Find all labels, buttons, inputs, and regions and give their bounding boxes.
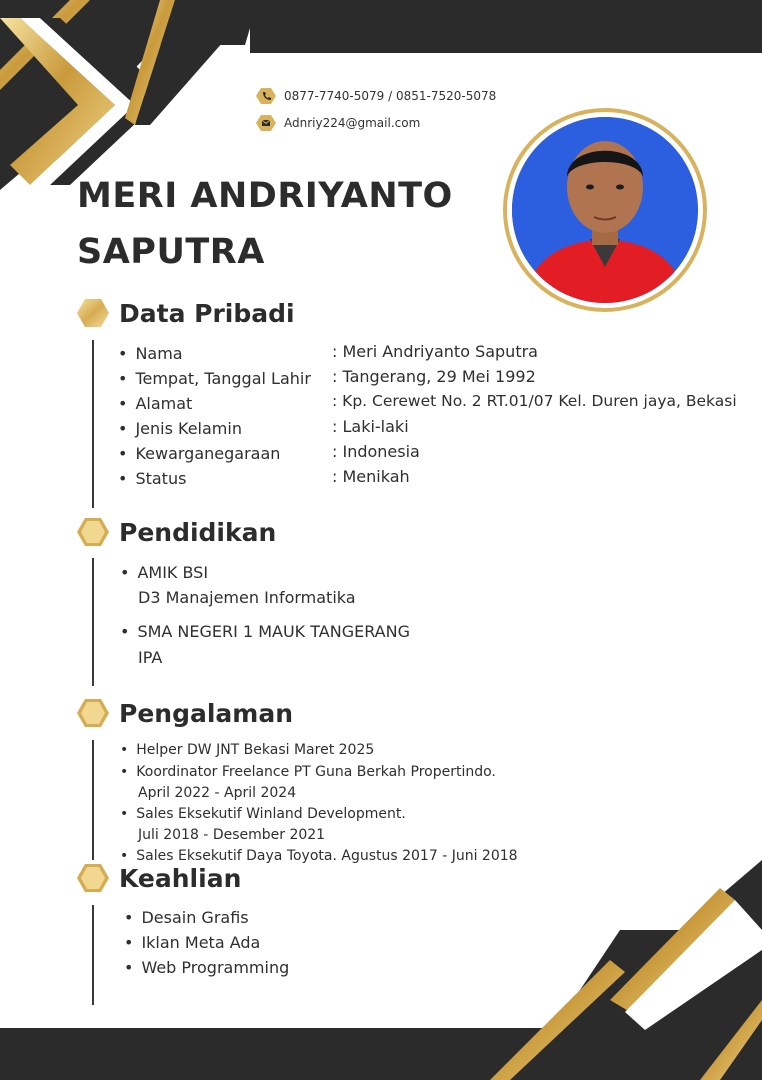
name-line-2: SAPUTRA <box>77 232 265 272</box>
timeline-line <box>92 340 94 508</box>
timeline-line <box>92 905 94 1005</box>
experience-item-4: • Sales Eksekutif Daya Toyota. Agustus 2017 - Juni 2018 <box>120 848 518 864</box>
label-kewarganegaraan: • Kewarganegaraan <box>118 444 280 463</box>
label-ttl: • Tempat, Tanggal Lahir <box>118 369 311 388</box>
education-item-2-line1: • SMA NEGERI 1 MAUK TANGERANG <box>120 622 410 641</box>
phone-text: 0877-7740-5079 / 0851-7520-5078 <box>284 89 497 103</box>
contact-email <box>256 114 420 132</box>
hexagon-icon <box>77 863 109 893</box>
section-title-keahlian: Keahlian <box>119 863 242 893</box>
skill-item-3: • Web Programming <box>124 958 289 977</box>
timeline-line <box>92 740 94 860</box>
value-status: : Menikah <box>332 467 410 486</box>
timeline-line <box>92 558 94 686</box>
education-item-2-line2: IPA <box>138 648 163 667</box>
education-item-1-line1: • AMIK BSI <box>120 563 208 582</box>
skill-item-2: • Iklan Meta Ada <box>124 933 260 952</box>
profile-photo <box>512 117 698 303</box>
name-line-1: MERI ANDRIYANTO <box>77 176 453 216</box>
section-pendidikan <box>77 517 276 547</box>
profile-photo-frame <box>503 108 707 312</box>
experience-item-3-line2: Juli 2018 - Desember 2021 <box>138 827 326 843</box>
label-alamat: • Alamat <box>118 394 192 413</box>
section-data-pribadi <box>77 298 295 328</box>
value-ttl: : Tangerang, 29 Mei 1992 <box>332 367 536 386</box>
education-item-1-line2: D3 Manajemen Informatika <box>138 588 356 607</box>
hexagon-icon <box>77 298 109 328</box>
section-pengalaman <box>77 698 293 728</box>
label-jenis-kelamin: • Jenis Kelamin <box>118 419 242 438</box>
section-title-pendidikan: Pendidikan <box>119 517 277 547</box>
experience-item-2-line2: April 2022 - April 2024 <box>138 785 297 801</box>
phone-icon <box>256 87 276 105</box>
full-name <box>77 168 497 280</box>
experience-item-3-line1: • Sales Eksekutif Winland Development. <box>120 806 406 822</box>
value-jenis-kelamin: : Laki-laki <box>332 417 409 436</box>
label-status: • Status <box>118 469 186 488</box>
section-title-pengalaman: Pengalaman <box>119 698 293 728</box>
experience-item-1: • Helper DW JNT Bekasi Maret 2025 <box>120 742 374 758</box>
hexagon-icon <box>77 517 109 547</box>
section-title-data-pribadi: Data Pribadi <box>119 298 295 328</box>
hexagon-icon <box>77 698 109 728</box>
value-nama: : Meri Andriyanto Saputra <box>332 342 538 361</box>
experience-item-2-line1: • Koordinator Freelance PT Guna Berkah Propertindo. <box>120 764 496 780</box>
contact-phone <box>256 87 496 105</box>
value-kewarganegaraan: : Indonesia <box>332 442 420 461</box>
label-nama: • Nama <box>118 344 183 363</box>
email-text: Adnriy224@gmail.com <box>284 116 421 130</box>
value-alamat: : Kp. Cerewet No. 2 RT.01/07 Kel. Duren jaya, Bekasi <box>332 392 737 410</box>
email-icon <box>256 114 276 132</box>
section-keahlian <box>77 863 241 893</box>
skill-item-1: • Desain Grafis <box>124 908 249 927</box>
